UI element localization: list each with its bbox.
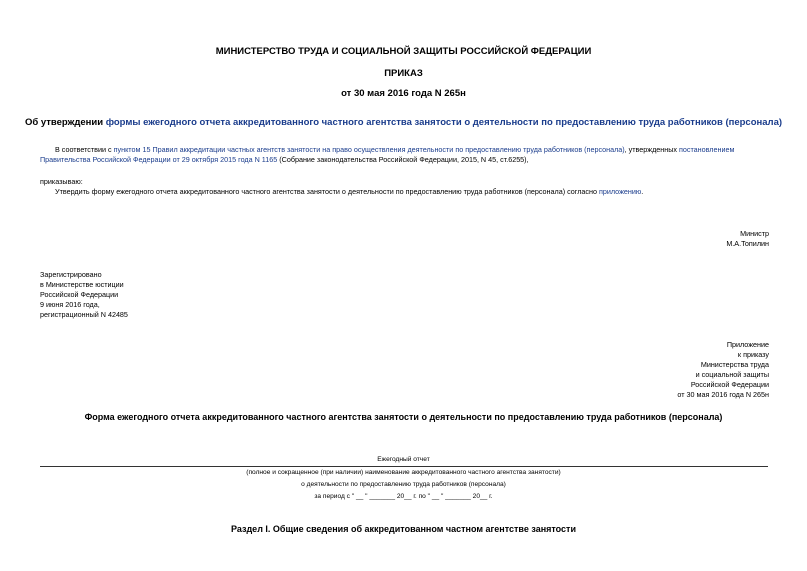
registration-line: 9 июня 2016 года, (40, 300, 100, 309)
form-title: Форма ежегодного отчета аккредитованного частного агентства занятости о деятельности по предоставлению труда работников (персонала) (84, 412, 723, 422)
appendix-link[interactable]: приложению (598, 187, 642, 196)
document-type: ПРИКАЗ (384, 68, 423, 79)
resolution-link-part1[interactable]: постановлением (678, 145, 735, 154)
registration-line: Зарегистрировано (40, 270, 102, 279)
signature-position: Министр (740, 229, 769, 238)
registration-line: регистрационный N 42485 (40, 310, 128, 319)
order-word: приказываю: (40, 177, 83, 186)
preamble-text-end: (Собрание законодательства Российской Федерации, 2015, N 45, ст.6255), (277, 155, 529, 164)
preamble-paragraph (55, 145, 767, 155)
approval-paragraph (55, 187, 643, 197)
title-prefix: Об утверждении (24, 117, 106, 128)
title-form-link[interactable]: формы ежегодного отчета аккредитованного частного агентства занятости о деятельности по предоставлению труда работников (персонала) (105, 117, 783, 128)
resolution-link-part2[interactable]: Правительства Российской Федерации от 29 октября 2015 года N 1165 (40, 155, 278, 164)
document-title (0, 117, 807, 128)
ministry-name: МИНИСТЕРСТВО ТРУДА И СОЦИАЛЬНОЙ ЗАЩИТЫ РОССИЙСКОЙ ФЕДЕРАЦИИ (215, 46, 592, 57)
appendix-line: Приложение (726, 340, 769, 349)
appendix-line: Российской Федерации (690, 380, 769, 389)
appendix-block (677, 340, 769, 400)
registration-block (40, 270, 128, 320)
registration-line: Российской Федерации (40, 290, 119, 299)
section-title: Раздел I. Общие сведения об аккредитованном частном агентстве занятости (231, 524, 576, 534)
registration-line: в Министерстве юстиции (40, 280, 124, 289)
agency-name-line (40, 466, 768, 467)
report-period-line: за период с " __ " _______ 20__ г. по " __ " _______ 20__ г. (314, 493, 493, 500)
document-date-number: от 30 мая 2016 года N 265н (341, 88, 466, 99)
signature-name: М.А.Топилин (726, 239, 769, 248)
approval-text: Утвердить форму ежегодного отчета аккредитованного частного агентства занятости о деятельности по предоставлению труда работников (персонала) согласно (55, 187, 599, 196)
rules-point-15-link[interactable]: пунктом 15 Правил аккредитации частных агентств занятости на право осуществления деятельности по предоставлению труда работников (персонала) (113, 145, 625, 154)
appendix-line: Министерства труда (700, 360, 769, 369)
agency-name-caption: (полное и сокращенное (при наличии) наименование аккредитованного частного агентства занятости) (246, 469, 561, 476)
appendix-line: от 30 мая 2016 года N 265н (677, 390, 769, 399)
preamble-text-mid: , утвержденных (624, 145, 679, 154)
appendix-line: к приказу (737, 350, 769, 359)
annual-report-label: Ежегодный отчет (377, 456, 430, 463)
preamble-paragraph-cont (40, 155, 529, 165)
approval-text-end: . (641, 187, 644, 196)
preamble-text-start: В соответствии с (55, 145, 114, 154)
appendix-line: и социальной защиты (695, 370, 769, 379)
activity-line: о деятельности по предоставлению труда работников (персонала) (301, 481, 506, 488)
